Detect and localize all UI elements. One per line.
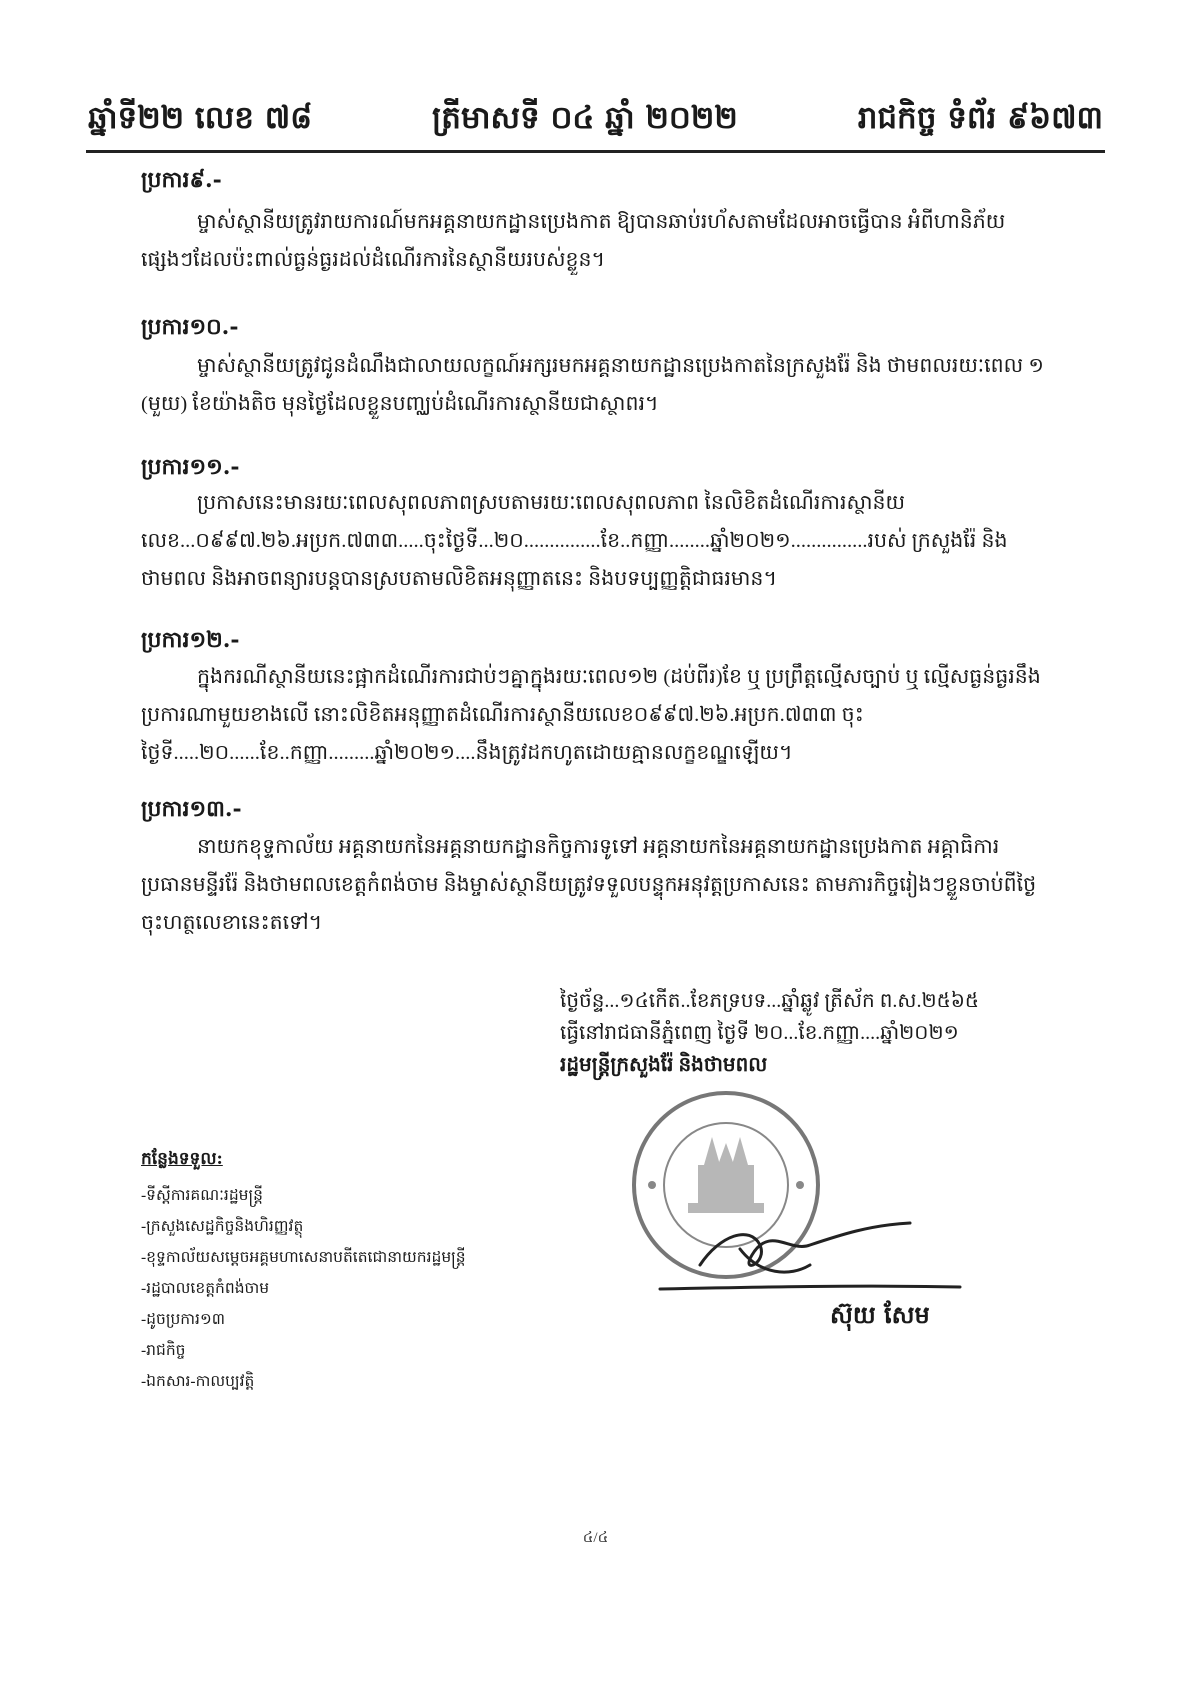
- article-10-text: ម្ចាស់ស្ថានីយត្រូវជូនដំណឹងជាលាយលក្ខណ៍អក្សរមកអគ្គនាយកដ្ឋានប្រេងកាតនៃក្រសួងរ៉ែ និង ថាមពលរយៈពេល ១ (មួយ) ខែយ៉ាងតិច មុនថ្ងៃដែលខ្លួនបញ្ឈប់ដំណើរការស្ថានីយជាស្ថាពរ។: [141, 355, 1049, 415]
- signature-block: [560, 985, 1080, 1081]
- article-11-title: ប្រការ១១.-: [141, 454, 240, 480]
- recipient-item: -រដ្ឋបាលខេត្តកំពង់ចាម: [141, 1280, 270, 1297]
- article-11-text: ប្រកាសនេះមានរយៈពេលសុពលភាពស្របតាមរយៈពេលសុពលភាព នៃលិខិតដំណើរការស្ថានីយ លេខ...០៩៩៧.២៦.អប្រក.៧៣៣.....ចុះថ្ងៃទី...២០...............ខែ..កញ្ញា........ឆ្នាំ២០២១...............របស់ ក្រសួងរ៉ែ និងថាមពល និងអាចពន្យារបន្តបានស្របតាមលិខិតអនុញ្ញាតនេះ និងបទប្បញ្ញត្តិជាធរមាន។: [141, 492, 1008, 590]
- header-page: រាជកិច្ច ទំព័រ ៩៦៧៣: [857, 100, 1103, 136]
- lunar-date: ថ្ងៃច័ន្ទ...១៤កើត..ខែភទ្របទ...ឆ្នាំឆ្លូវ ត្រីស័ក ព.ស.២៥៦៥: [560, 990, 980, 1012]
- header-divider: [86, 150, 1105, 153]
- recipient-item: -ក្រសួងសេដ្ឋកិច្ចនិងហិរញ្ញវត្ថុ: [141, 1218, 304, 1235]
- recipients-list: [141, 1180, 466, 1397]
- recipient-item: -ឯកសារ-កាលប្បវត្តិ: [141, 1373, 255, 1390]
- article-13-title: ប្រការ១៣.-: [141, 796, 242, 822]
- handwritten-signature: [640, 1205, 970, 1295]
- article-9-title: ប្រការ៩.-: [141, 167, 222, 193]
- recipient-item: -រាជកិច្ច: [141, 1342, 186, 1359]
- article-12-title: ប្រការ១២.-: [141, 627, 240, 653]
- page-number: ៤/៤: [582, 1530, 609, 1546]
- minister-title: រដ្ឋមន្ត្រីក្រសួងរ៉ែ និងថាមពល: [560, 1054, 768, 1076]
- article-13-text: នាយកខុទ្ទកាល័យ អគ្គនាយកនៃអគ្គនាយកដ្ឋានកិច្ចការទូទៅ អគ្គនាយកនៃអគ្គនាយកដ្ឋានប្រេងកាត អគ្គាធិការ ប្រធានមន្ទីររ៉ែ និងថាមពលខេត្តកំពង់ចាម និងម្ចាស់ស្ថានីយត្រូវទទួលបន្ទុកអនុវត្តប្រកាសនេះ តាមភារកិច្ចរៀងៗខ្លួនចាប់ពីថ្ងៃចុះហត្ថលេខានេះតទៅ។: [141, 836, 1037, 934]
- recipient-item: -ទីស្តីការគណៈរដ្ឋមន្ត្រី: [141, 1187, 263, 1204]
- recipient-item: -ដូចប្រការ១៣: [141, 1311, 225, 1328]
- signer-name: ស៊ុយ សែម: [830, 1300, 930, 1329]
- header-issue: ឆ្នាំទី២២ លេខ ៧៨: [88, 100, 313, 136]
- place-date: ធ្វើនៅរាជធានីភ្នំពេញ ថ្ងៃទី ២០...ខែ.កញ្ញា....ឆ្នាំ២០២១: [560, 1022, 959, 1044]
- article-12-text: ក្នុងករណីស្ថានីយនេះផ្អាកដំណើរការជាប់ៗគ្នាក្នុងរយៈពេល១២ (ដប់ពីរ)ខែ ឬ ប្រព្រឹត្តល្មើសច្បាប់ ឬ ល្មើសធ្ងន់ធ្ងរនឹងប្រការណាមួយខាងលើ នោះលិខិតអនុញ្ញាតដំណើរការស្ថានីយលេខ០៩៩៧.២៦.អប្រក.៧៣៣ ចុះថ្ងៃទី.....២០......ខែ..កញ្ញា.........ឆ្នាំ២០២១....នឹងត្រូវដកហូតដោយគ្មានលក្ខខណ្ឌឡើយ។: [141, 666, 1041, 764]
- recipients-title: កន្លែងទទួល:: [141, 1149, 223, 1169]
- recipient-item: -ខុទ្ទកាល័យសម្តេចអគ្គមហាសេនាបតីតេជោនាយករដ្ឋមន្ត្រី: [141, 1249, 466, 1266]
- gazette-header: [88, 92, 1103, 144]
- article-9-text: ម្ចាស់ស្ថានីយត្រូវរាយការណ៍មកអគ្គនាយកដ្ឋានប្រេងកាត ឱ្យបានឆាប់រហ័សតាមដែលអាចធ្វើបាន អំពីហានិភ័យផ្សេងៗដែលប៉ះពាល់ធ្ងន់ធ្ងរដល់ដំណើរការនៃស្ថានីយរបស់ខ្លួន។: [141, 211, 1006, 271]
- article-10-title: ប្រការ១០.-: [141, 314, 239, 340]
- header-quarter: ត្រីមាសទី ០៤ ឆ្នាំ ២០២២: [432, 100, 738, 136]
